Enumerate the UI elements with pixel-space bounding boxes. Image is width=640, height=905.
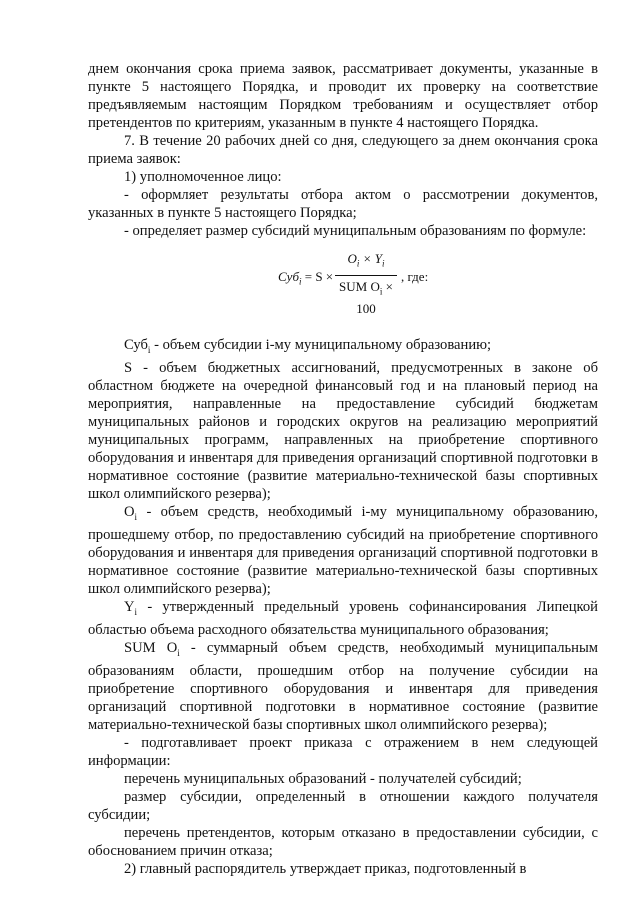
formula-tail: , где:	[401, 269, 429, 284]
paragraph: 1) уполномоченное лицо:	[124, 169, 282, 185]
paragraph: 7. В течение 20 рабочих дней со дня, следующего за днем окончания срока приема заявок:	[88, 133, 598, 167]
definition-o: $O_i$ - объем средств, необходимый i-му муниципальному образованию, прошедшему отбор, по предоставлению субсидий на приобретение спортивного оборудования и инвентаря для приведения организаций спортивной подготовки в нормативное состояние (развитие материально-технической базы спортивных школ олимпийского резерва);	[88, 503, 598, 597]
list-item: перечень претендентов, которым отказано в предоставлении субсидии, с обоснованием причин отказа;	[88, 824, 598, 859]
definition-sum: SUM $O_i$ - суммарный объем средств, необходимый муниципальным образованиям области, прошедшим отбор на получение субсидии на приобретение спортивного оборудования и инвентаря для приведения организаций спортивной подготовки в нормативное состояние (развитие материально-технической базы спортивных школ олимпийского резерва);	[88, 639, 598, 733]
list-item: перечень муниципальных образований - получателей субсидий;	[124, 770, 522, 787]
paragraph: днем окончания срока приема заявок, рассматривает документы, указанные в пункте 5 настоящего Порядка, и проводит их проверку на соответствие предъявляемым настоящим Порядком требованиям и осуществляет отбор претендентов по критериям, указанным в пункте 4 настоящего Порядка.	[88, 61, 598, 131]
formula-lhs: Суб$_i$ = S ×	[278, 269, 334, 287]
formula-fraction	[335, 250, 397, 318]
paragraph: - определяет размер субсидий муниципальным образованиям по формуле:	[124, 223, 587, 239]
document-page	[88, 60, 598, 878]
list-item: размер субсидии, определенный в отношении каждого получателя субсидии;	[88, 788, 598, 823]
formula-denominator: SUM $O_i \times 100$	[339, 278, 393, 317]
paragraph: 2) главный распорядитель утверждает приказ, подготовленный в	[124, 860, 527, 877]
paragraph: - оформляет результаты отбора актом о рассмотрении документов, указанных в пункте 5 настоящего Порядка;	[88, 187, 598, 221]
definition-y: $Y_i$ - утвержденный предельный уровень софинансирования Липецкой областью объема расходного обязательства муниципального образования;	[88, 598, 598, 638]
definition-sub: Суб$_i$ - объем субсидии i-му муниципальному образованию;	[124, 337, 492, 355]
formula-numerator: $O_i \times Y_i$	[335, 250, 397, 276]
definition-s: S - объем бюджетных ассигнований, предусмотренных в законе об областном бюджете на очередной финансовый год и на плановый период на мероприятия, направленные на предоставление субсидий бюджетам муниципальных районов и городских округов на реализацию мероприятий муниципальных программ, направленных на приобретение спортивного оборудования и инвентаря для приведения организаций спортивной подготовки в нормативное состояние (развитие материально-технической базы спортивных школ олимпийского резерва);	[88, 359, 598, 502]
paragraph: - подготавливает проект приказа с отражением в нем следующей информации:	[88, 734, 598, 769]
subsidy-formula	[88, 248, 598, 317]
